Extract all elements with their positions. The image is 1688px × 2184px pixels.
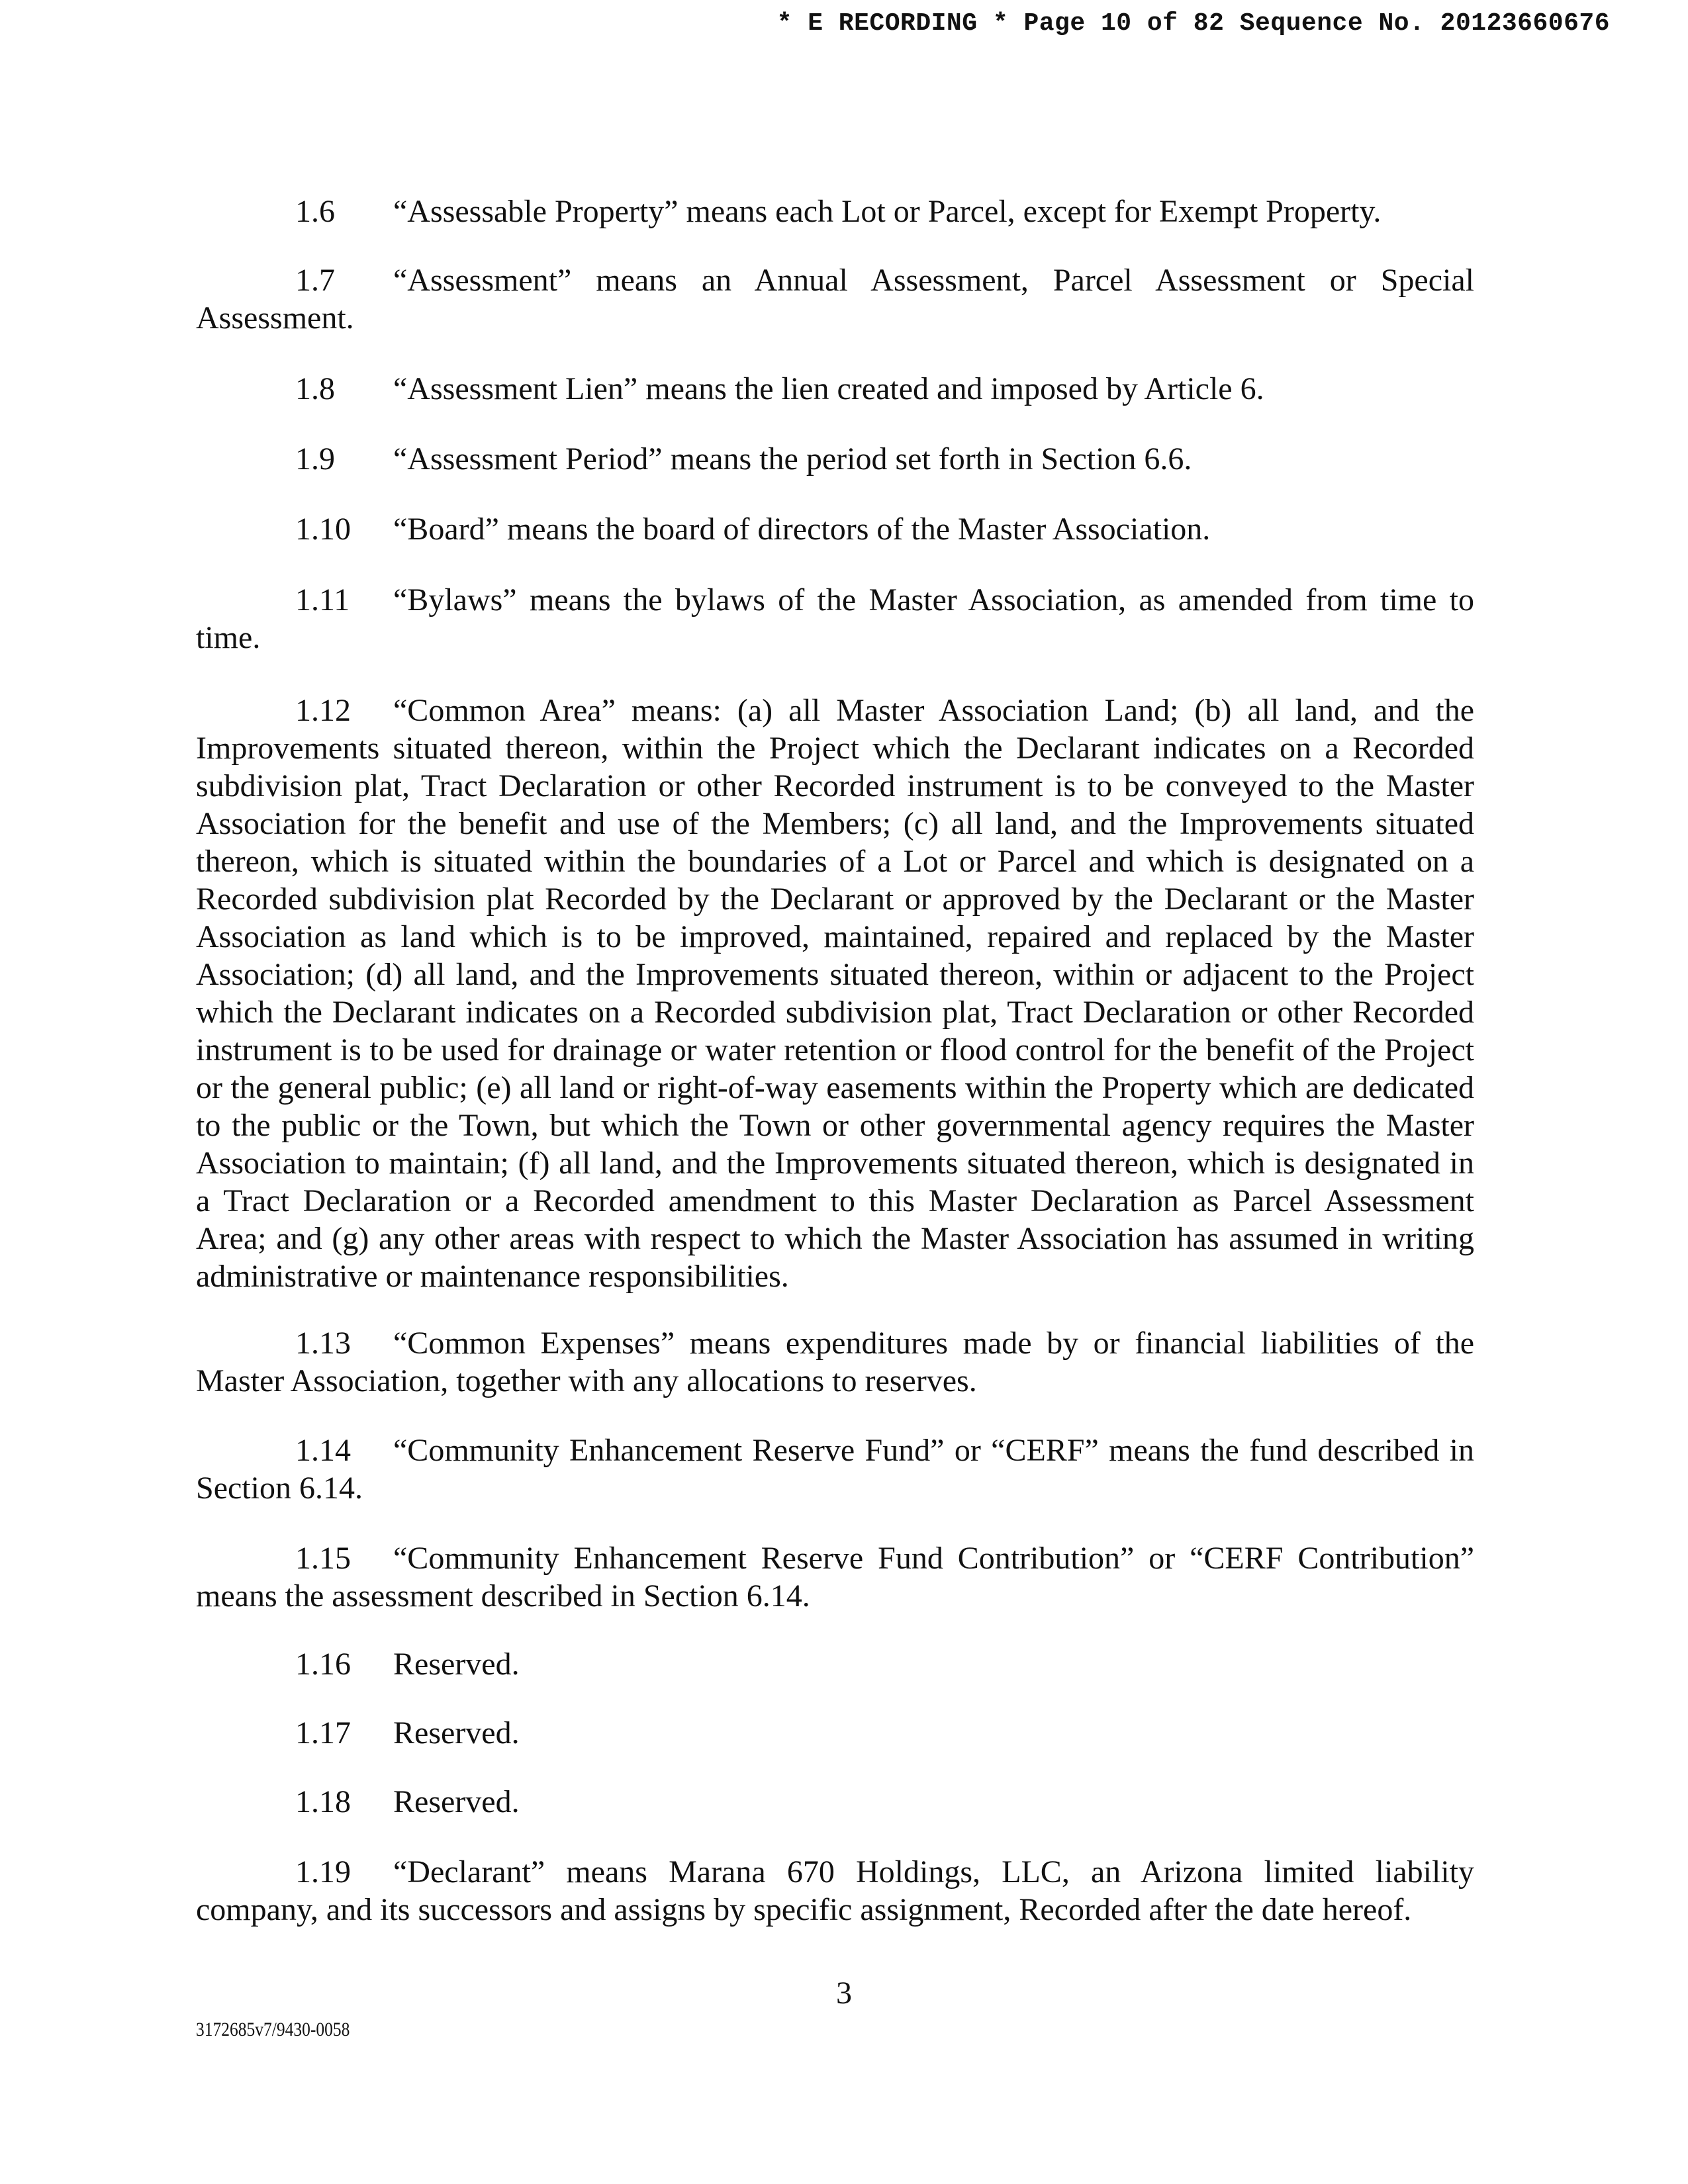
section-number: 1.8 [295,371,335,406]
definition-text: “Community Enhancement Reserve Fund” or “CERF” means the fund described in Section 6.14. [196,1433,1474,1506]
definition-text: Reserved. [393,1784,520,1819]
definition-text: “Assessable Property” means each Lot or Parcel, except for Exempt Property. [393,194,1382,229]
definition-paragraph [196,1645,1474,1683]
section-number: 1.9 [295,441,335,477]
section-number: 1.10 [295,512,351,547]
definition-paragraph [196,1853,1474,1929]
definition-text: “Common Area” means: (a) all Master Association Land; (b) all land, and the Improvements situated thereon, within the Project which the Declarant indicates on a Recorded subdivision plat, Tract Declaration or other Recorded instrument is to be conveyed to the Master Association for the benefit and use of the Members; (c) all land, and the Improvements situated thereon, which is situated within the boundaries of a Lot or Parcel and which is designated on a Recorded subdivision plat Recorded by the Declarant or approved by the Declarant or the Master Association as land which is to be improved, maintained, repaired and replaced by the Master Association; (d) all land, and the Improvements situated thereon, within or adjacent to the Project which the Declarant indicates on a Recorded subdivision plat, Tract Declaration or other Recorded instrument is to be used for drainage or water retention or flood control for the benefit of the Project or the general public; (e) all land or right-of-way easements within the Property which are dedicated to the public or the Town, but which the Town or other governmental agency requires the Master Association to maintain; (f) all land, and the Improvements situated thereon, which is designated in a Tract Declaration or a Recorded amendment to this Master Declaration as Parcel Assessment Area; and (g) any other areas with respect to which the Master Association has assumed in writing administrative or maintenance responsibilities. [196,693,1474,1294]
section-number: 1.6 [295,194,335,229]
section-number: 1.19 [295,1854,351,1889]
definition-text: Reserved. [393,1715,520,1751]
definition-paragraph [196,370,1474,408]
section-number: 1.11 [295,582,350,617]
definition-text: “Assessment Lien” means the lien created and imposed by Article 6. [393,371,1264,406]
definition-paragraph [196,1539,1474,1615]
page-number: 3 [836,1976,852,2011]
definition-paragraph [196,510,1474,548]
definition-text: “Assessment” means an Annual Assessment, Parcel Assessment or Special Assessment. [196,263,1474,336]
definition-text: “Declarant” means Marana 670 Holdings, LLC, an Arizona limited liability company, and its successors and assigns by specific assignment, Recorded after the date hereof. [196,1854,1474,1927]
definition-text: “Common Expenses” means expenditures made by or financial liabilities of the Master Association, together with any allocations to reserves. [196,1326,1474,1398]
section-number: 1.13 [295,1326,351,1361]
recording-header: * E RECORDING * Page 10 of 82 Sequence No. 20123660676 [776,9,1610,38]
definition-text: “Community Enhancement Reserve Fund Contribution” or “CERF Contribution” means the assessment described in Section 6.14. [196,1541,1474,1614]
definition-paragraph [196,1714,1474,1752]
section-number: 1.12 [295,693,351,728]
section-number: 1.7 [295,263,335,298]
definition-paragraph [196,1324,1474,1400]
definition-paragraph [196,692,1474,1295]
section-number: 1.17 [295,1715,351,1751]
definition-paragraph [196,581,1474,657]
definition-paragraph [196,440,1474,478]
document-id-footer: 3172685v7/9430-0058 [196,2019,350,2040]
definition-paragraph [196,1432,1474,1507]
section-number: 1.16 [295,1647,351,1682]
definition-paragraph [196,1783,1474,1821]
definition-text: Reserved. [393,1647,520,1682]
section-number: 1.18 [295,1784,351,1819]
definition-paragraph [196,193,1474,230]
definition-text: “Assessment Period” means the period set forth in Section 6.6. [393,441,1192,477]
definition-paragraph [196,261,1474,337]
section-number: 1.14 [295,1433,351,1468]
definition-text: “Bylaws” means the bylaws of the Master Association, as amended from time to time. [196,582,1474,655]
definition-text: “Board” means the board of directors of the Master Association. [393,512,1211,547]
section-number: 1.15 [295,1541,351,1576]
